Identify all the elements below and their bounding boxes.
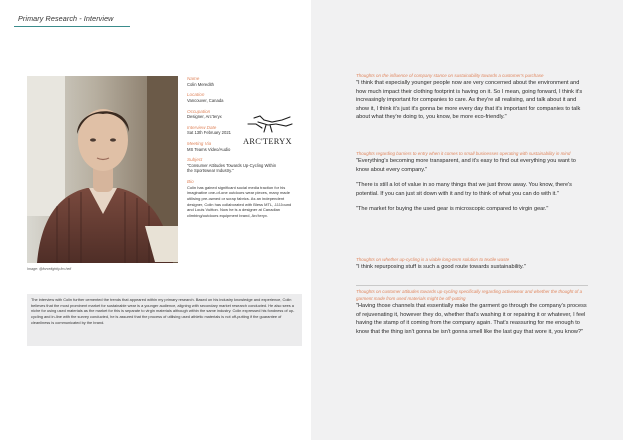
brand-logo-text: ARC'TERYX — [243, 137, 292, 146]
quote-section-purchase-influence — [356, 72, 588, 122]
interview-date-label: Interview Date — [187, 124, 217, 130]
bio-label: Bio — [187, 178, 194, 184]
theme-label: Thoughts on customer attitudes towards up-cycling specifically regarding activewear and whether the thought of a garment made from used materials might be off-putting — [356, 289, 583, 301]
quote-text: "Everything's becoming more transparent, and it's easy to find out everything you want to know about every company." — [356, 158, 576, 173]
subject-value: "Consumer Attitudes Towards Up-Cycling Within the Sportswear Industry." — [187, 163, 277, 174]
name-label: Name — [187, 76, 200, 81]
location-value: Vancouver, Canada — [187, 97, 224, 103]
title-underline — [14, 26, 130, 27]
quote-text: "I think repurposing stuff is such a good route towards sustainability." — [356, 264, 526, 270]
occupation-value: Designer, Arc'teryx — [187, 114, 222, 120]
theme-label: Thoughts on the influence of company stance on sustainability towards a customer's purchase — [356, 73, 544, 78]
summary-text: The interview with Colin further cemented the trends that appeared within my primary research. Based on his industry knowledge and experience, Colin believes that the most prominent market for sustainable wear is a younger audience, aligning with secondary market research conducted. He also sees a niche for using used materials as the market for this is separate to virgin materials although within the same industry. Colin expressed his fondness of up-cycling and in-line with the survey conducted, he is assured that the process of utilising used athletic materials is not off-putting if the guarantee of cleanliness is communicated by the brand. — [31, 297, 295, 325]
interview-date-value: Sat 13th February 2021 — [187, 130, 231, 136]
subject-label: Subject — [187, 157, 203, 163]
quote-text: "The market for buying the used gear is microscopic compared to virgin gear." — [356, 206, 549, 213]
location-label: Location — [187, 92, 205, 98]
quote-section-customer-attitudes — [356, 284, 588, 336]
interviewee-photo — [27, 76, 178, 263]
meeting-value: MS Teams Video/Audio — [187, 146, 231, 152]
right-page — [311, 0, 623, 440]
bio-value: Colin has gained significant social media traction for his imaginative one-of-one outdoors wear pieces, many made utilising pre-owned or scrap fabrics. As an independent designer, Colin has collaborated with Bless MTL, JJJJound and Louis Vuitton. Now he is a designer at Canadian climbing/outdoors equipment brand, Arc'teryx. — [187, 184, 292, 219]
quote-section-barriers — [356, 150, 588, 214]
theme-label: Thoughts regarding barriers to entry when it comes to small businesses operating with sustainability in mind — [356, 151, 571, 156]
theme-label: Thoughts on whether up-cycling is a viable long-term solution to textile waste — [356, 257, 510, 262]
page-title: Primary Research - Interview — [18, 14, 114, 23]
occupation-label: Occupation — [187, 108, 211, 114]
quote-text: "Having those channels that essentially make the garment go through the company's process of rejuvenating it, however they do, whether that's washing it or repairing it or whatever, I feel having the stamp of it coming from the company again. That's reassuring for me enough to know that the thing isn't gonna be isn't gonna smell like the last guy that wore it, you know?" — [356, 303, 587, 335]
photo-caption: Image: @forcelightly.fm.heli — [27, 267, 72, 271]
quote-text: "I think that especially younger people now are very concerned about the environment and how much impact their clothing footprint is having on it. So I mean, going forward, I think it's increasingly important for companies to care. As they're all realising, and talk about it and show it, I think it's just it's gonna be more every day that it's important for companies to talk about what they're doing to, you know, be more eco-friendly." — [356, 80, 583, 121]
quote-section-upcycling-viability — [356, 256, 588, 272]
section-divider — [356, 285, 588, 286]
quote-text: "There is still a lot of value in so many things that we just throw away. You know, there's potential. If you can just sit down with it and try to think of what you can do with it." — [356, 182, 572, 197]
meeting-label: Meeting Via — [187, 141, 212, 147]
name-value: Colin Meredith — [187, 81, 214, 87]
